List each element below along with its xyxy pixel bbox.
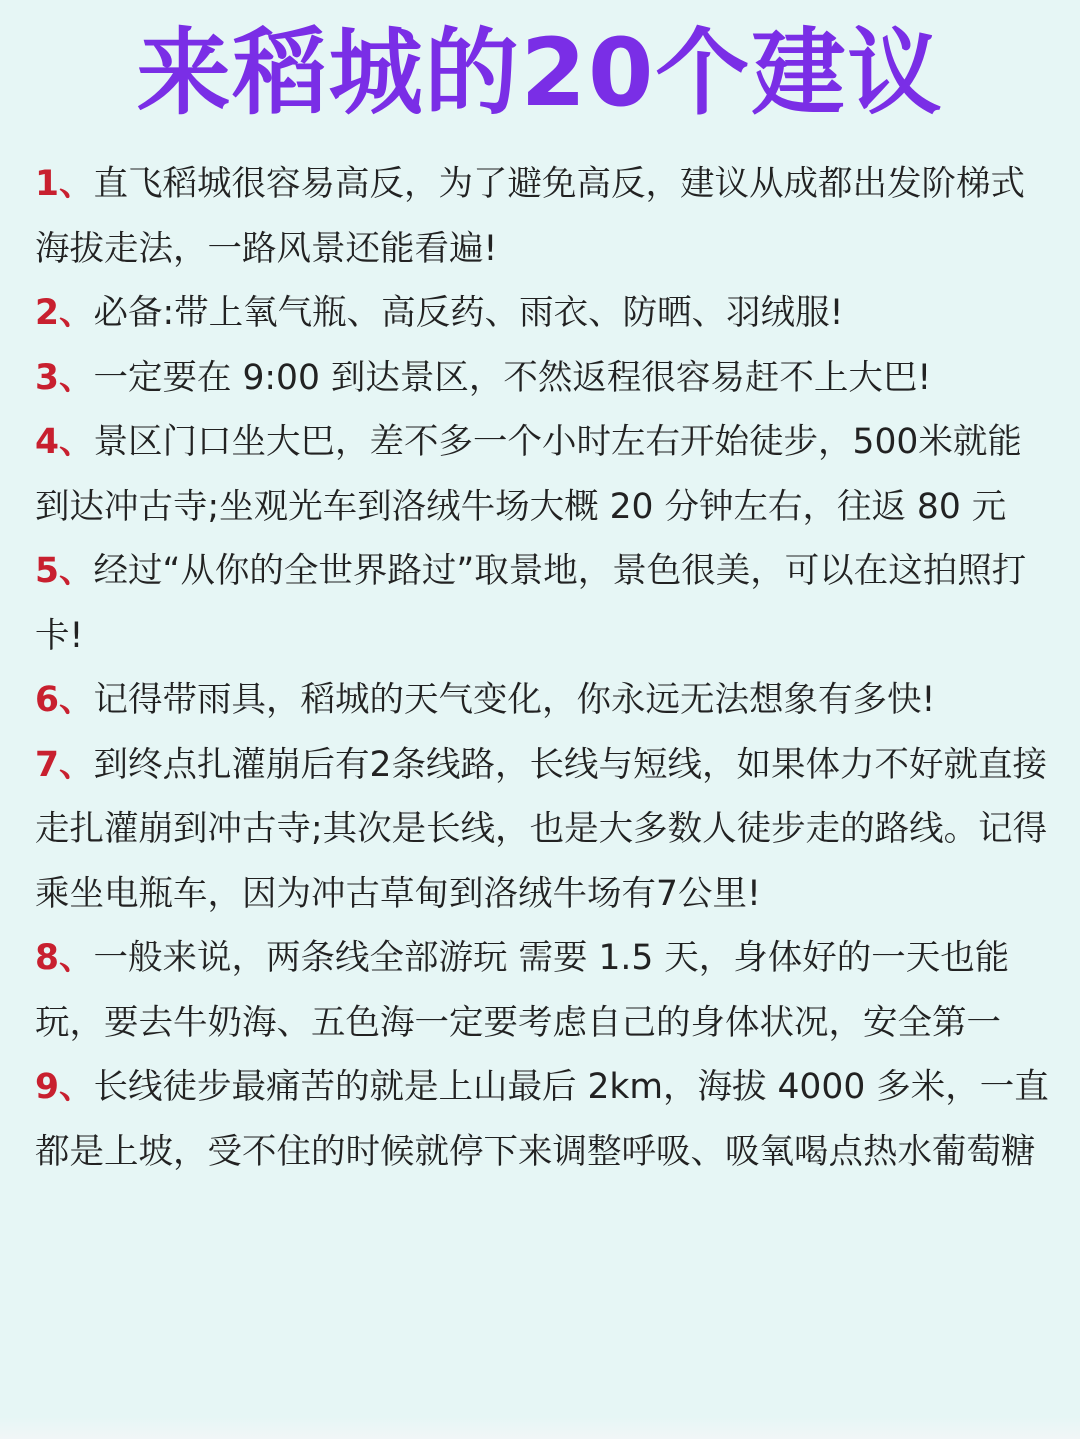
tip-text: 长线徒步最痛苦的就是上山最后 2km，海拔 4000 多米，一直都是上坡，受不住的时候就停下来调整呼吸、吸氧喝点热水葡萄糖 bbox=[35, 1067, 1049, 1172]
tip-item-2 bbox=[35, 281, 1050, 346]
tip-text: 经过“从你的全世界路过”取景地，景色很美，可以在这拍照打卡! bbox=[35, 551, 1027, 656]
tip-text: 景区门口坐大巴，差不多一个小时左右开始徒步，500米就能到达冲古寺;坐观光车到洛绒牛场大概 20 分钟左右，往返 80 元 bbox=[35, 422, 1022, 527]
tip-number: 5、 bbox=[35, 551, 94, 591]
tip-number: 1、 bbox=[35, 164, 94, 204]
tip-number: 6、 bbox=[35, 680, 94, 720]
tip-number: 3、 bbox=[35, 357, 94, 398]
tip-number: 4、 bbox=[35, 422, 94, 462]
tip-number: 2、 bbox=[35, 293, 94, 333]
tip-text: 一般来说，两条线全部游玩 需要 1.5 天，身体好的一天也能玩，要去牛奶海、五色海一定要考虑自己的身体状况，安全第一 bbox=[35, 938, 1010, 1043]
tip-item-5 bbox=[35, 539, 1050, 668]
tip-item-3 bbox=[35, 346, 1050, 411]
tip-item-9 bbox=[35, 1055, 1050, 1184]
tip-text: 必备:带上氧气瓶、高反药、雨衣、防晒、羽绒服! bbox=[93, 293, 844, 333]
page-title: 来稻城的20个建议 bbox=[136, 19, 944, 128]
bottom-strip bbox=[0, 1417, 1080, 1439]
tip-item-4 bbox=[35, 410, 1050, 539]
tip-text: 记得带雨具，稻城的天气变化，你永远无法想象有多快! bbox=[93, 680, 936, 720]
tip-number: 8、 bbox=[35, 938, 94, 978]
tip-item-8 bbox=[35, 926, 1050, 1055]
tip-item-1 bbox=[35, 152, 1050, 281]
tip-item-6 bbox=[35, 668, 1050, 733]
tip-text: 直飞稻城很容易高反，为了避免高反，建议从成都出发阶梯式海拔走法，一路风景还能看遍! bbox=[35, 164, 1026, 269]
tip-text: 到终点扎灌崩后有2条线路，长线与短线，如果体力不好就直接走扎灌崩到冲古寺;其次是长线，也是大多数人徒步走的路线。记得乘坐电瓶车，因为冲古草甸到洛绒牛场有7公里! bbox=[35, 744, 1048, 914]
tip-text: 一定要在 9:00 到达景区，不然返程很容易赶不上大巴! bbox=[93, 357, 932, 398]
tip-number: 9、 bbox=[35, 1067, 94, 1107]
tips-list bbox=[35, 152, 1050, 1184]
tip-number: 7、 bbox=[35, 744, 94, 785]
tip-item-7 bbox=[35, 733, 1050, 927]
